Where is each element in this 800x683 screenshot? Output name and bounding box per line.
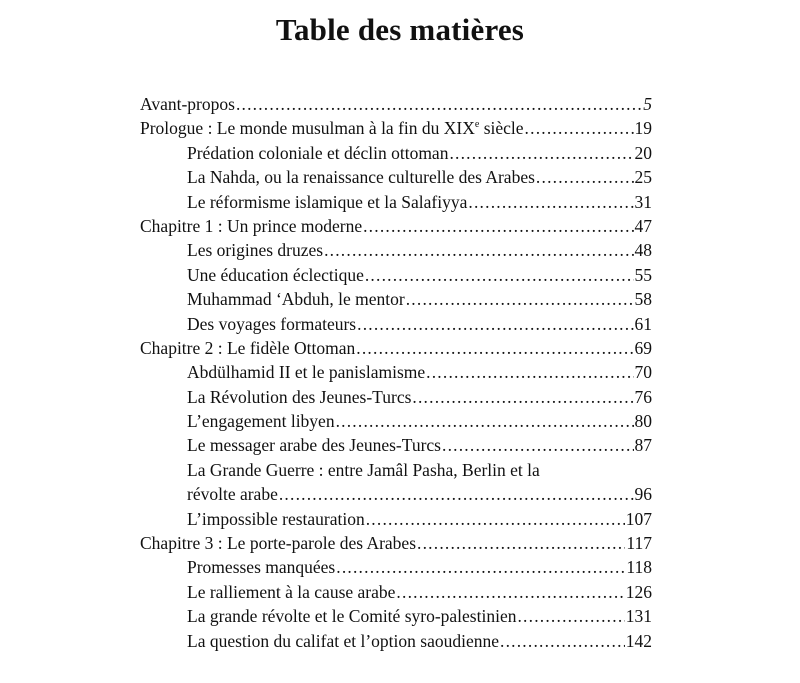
toc-entry-question-califat[interactable]	[140, 629, 652, 653]
dot-leader	[536, 165, 634, 189]
toc-entry-label: Abdülhamid II et le panislamisme	[187, 362, 426, 383]
dot-leader	[406, 287, 634, 311]
toc-entry-label: Muhammad ‘Abduh, le mentor	[187, 289, 405, 310]
toc-entry-abduh-mentor[interactable]	[140, 287, 652, 311]
dot-leader	[363, 214, 633, 238]
toc-entry-label: Avant-propos	[140, 94, 235, 114]
toc-entry-voyages-formateurs[interactable]	[140, 312, 652, 336]
toc-entry-page: 126	[625, 581, 652, 602]
toc-entry-page: 96	[634, 484, 652, 505]
dot-leader	[442, 433, 634, 457]
toc-entry-revolution-jeunes-turcs[interactable]	[140, 385, 652, 409]
table-of-contents	[140, 92, 652, 653]
toc-entry-label: Promesses manquées	[187, 557, 336, 578]
toc-entry-chapitre-1[interactable]	[140, 214, 652, 238]
toc-entry-grande-revolte[interactable]	[140, 604, 652, 628]
toc-entry-promesses-manquees[interactable]	[140, 555, 652, 579]
toc-entry-education-eclectique[interactable]	[140, 263, 652, 287]
toc-entry-page: 87	[634, 435, 652, 456]
dot-leader	[412, 385, 633, 409]
toc-entry-label: Une éducation éclectique	[187, 264, 364, 285]
dot-leader	[517, 604, 624, 628]
toc-entry-page: 80	[634, 411, 652, 432]
page-title: Table des matières	[275, 12, 525, 47]
toc-entry-label: Des voyages formateurs	[187, 313, 357, 334]
toc-entry-predation-coloniale[interactable]	[140, 141, 652, 165]
toc-entry-label: Prédation coloniale et déclin ottoman	[187, 142, 449, 163]
toc-entry-page: 117	[626, 533, 652, 554]
toc-entry-label: Le réformisme islamique et la Salafiyya	[187, 191, 468, 212]
toc-entry-page: 55	[634, 264, 652, 285]
toc-entry-label: Chapitre 3 : Le porte-parole des Arabes	[140, 533, 417, 554]
dot-leader	[336, 555, 625, 579]
toc-entry-grande-guerre[interactable]	[140, 482, 652, 506]
dot-leader	[366, 507, 625, 531]
toc-entry-impossible-restauration[interactable]	[140, 507, 652, 531]
toc-entry-label: Le messager arabe des Jeunes-Turcs	[187, 435, 441, 456]
toc-entry-page: 58	[634, 289, 652, 310]
dot-leader	[236, 92, 642, 116]
toc-entry-ralliement[interactable]	[140, 580, 652, 604]
toc-entry-page: 5	[643, 94, 652, 114]
toc-entry-grande-guerre-line1[interactable]: La Grande Guerre : entre Jamâl Pasha, Berlin et la	[187, 459, 540, 480]
dot-leader	[525, 116, 634, 140]
toc-entry-page: 70	[634, 362, 652, 383]
toc-entry-reformisme[interactable]	[140, 190, 652, 214]
toc-entry-label: Chapitre 2 : Le fidèle Ottoman	[140, 337, 356, 358]
toc-entry-label: La grande révolte et le Comité syro-palestinien	[187, 606, 517, 627]
toc-entry-page: 61	[634, 313, 652, 334]
toc-entry-chapitre-3[interactable]	[140, 531, 652, 555]
toc-entry-label: Prologue : Le monde musulman à la fin du XIXe siècle	[140, 118, 524, 139]
toc-entry-page: 31	[634, 191, 652, 212]
dot-leader	[365, 263, 634, 287]
toc-entry-label: Les origines druzes	[187, 240, 324, 261]
toc-entry-nahda[interactable]	[140, 165, 652, 189]
dot-leader	[500, 629, 625, 653]
toc-entry-label: La Nahda, ou la renaissance culturelle des Arabes	[187, 167, 535, 188]
toc-entry-page: 131	[625, 606, 652, 627]
toc-entry-page: 76	[634, 386, 652, 407]
toc-entry-page: 19	[634, 118, 652, 139]
toc-entry-label: La question du califat et l’option saoudienne	[187, 630, 499, 651]
dot-leader	[449, 141, 633, 165]
toc-entry-chapitre-2[interactable]	[140, 336, 652, 360]
toc-entry-label: L’impossible restauration	[187, 508, 365, 529]
toc-entry-origines-druzes[interactable]	[140, 238, 652, 262]
toc-entry-label: La Révolution des Jeunes-Turcs	[187, 386, 412, 407]
toc-entry-label: révolte arabe	[187, 484, 278, 505]
dot-leader	[279, 482, 634, 506]
toc-entry-label: L’engagement libyen	[187, 411, 335, 432]
toc-entry-label: Chapitre 1 : Un prince moderne	[140, 215, 363, 236]
dot-leader	[468, 190, 633, 214]
toc-entry-page: 47	[634, 215, 652, 236]
dot-leader	[396, 580, 624, 604]
toc-entry-avant-propos[interactable]	[140, 92, 652, 116]
toc-entry-page: 69	[634, 337, 652, 358]
toc-entry-engagement-libyen[interactable]	[140, 409, 652, 433]
dot-leader	[324, 238, 633, 262]
toc-entry-page: 107	[625, 508, 652, 529]
toc-entry-page: 118	[626, 557, 652, 578]
toc-entry-abdulhamid[interactable]	[140, 360, 652, 384]
dot-leader	[357, 312, 633, 336]
toc-entry-messager-arabe[interactable]	[140, 433, 652, 457]
dot-leader	[336, 409, 634, 433]
toc-entry-prologue[interactable]	[140, 116, 652, 140]
toc-entry-page: 20	[634, 142, 652, 163]
dot-leader	[417, 531, 625, 555]
toc-entry-page: 48	[634, 240, 652, 261]
toc-entry-label: Le ralliement à la cause arabe	[187, 581, 396, 602]
superscript: e	[474, 119, 480, 131]
dot-leader	[426, 360, 633, 384]
toc-entry-page: 142	[625, 630, 652, 651]
toc-entry-page: 25	[634, 167, 652, 188]
dot-leader	[356, 336, 633, 360]
